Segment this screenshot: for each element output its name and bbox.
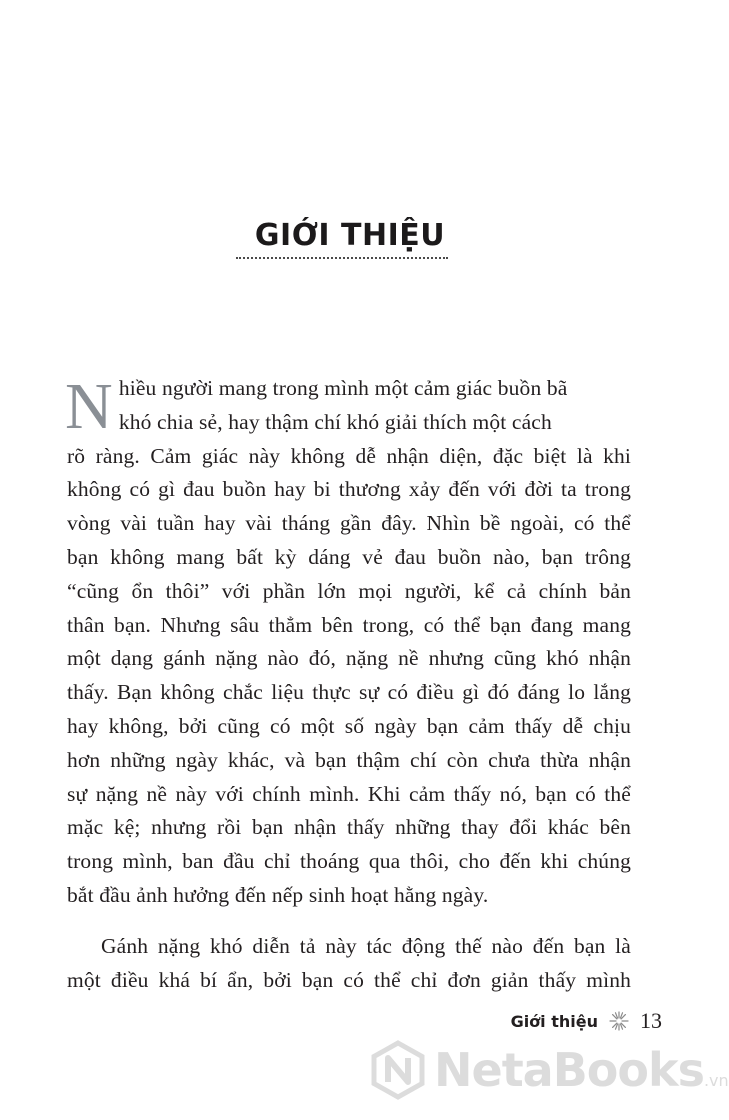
text-line: vòng vài tuần hay vài tháng gần đây. Nhìn bề ngoài, có thể <box>67 511 631 536</box>
watermark-brand <box>434 1043 729 1097</box>
title-dotted-rule <box>236 257 448 259</box>
text-line: bạn không mang bất kỳ dáng vẻ đau buồn nào, bạn trông <box>67 544 631 569</box>
text-line: một điều khá bí ẩn, bởi bạn có thể chỉ đơn giản thấy mình <box>67 967 631 992</box>
text-line: hơn những ngày khác, và bạn thậm chí còn chưa thừa nhận <box>67 747 631 772</box>
page-number: 13 <box>640 1008 662 1033</box>
watermark <box>368 1040 729 1100</box>
body-text <box>67 372 631 997</box>
text-line: thân bạn. Nhưng sâu thẳm bên trong, có thể bạn đang mang <box>67 612 631 637</box>
line-text: Gánh nặng khó diễn tả này tác động thế nào đến bạn là <box>101 933 631 958</box>
line-text: khó chia sẻ, hay thậm chí khó giải thích một cách <box>118 409 552 434</box>
text-line: trong mình, ban đầu chỉ thoáng qua thôi, cho đến khi chúng <box>67 849 631 874</box>
sunburst-icon <box>608 1010 630 1032</box>
text-line: một dạng gánh nặng nào đó, nặng nề nhưng cũng khó nhận <box>67 646 631 671</box>
watermark-brand-text: NetaBooks <box>434 1043 704 1097</box>
drop-cap: N <box>65 370 113 443</box>
page-footer <box>511 1008 662 1034</box>
text-line <box>67 930 631 964</box>
text-line: sự nặng nề này với chính mình. Khi cảm thấy nó, bạn có thể <box>67 781 631 806</box>
netabooks-logo-icon <box>368 1040 428 1100</box>
text-line: rõ ràng. Cảm giác này không dễ nhận diện, đặc biệt là khi <box>67 443 631 468</box>
text-line: “cũng ổn thôi” với phần lớn mọi người, kể cả chính bản <box>67 578 631 603</box>
text-line: hay không, bởi cũng có một số ngày bạn cảm thấy dễ chịu <box>67 713 631 738</box>
paragraph-1 <box>67 372 631 913</box>
text-line <box>119 372 631 406</box>
text-line <box>119 406 631 440</box>
chapter-title: GIỚI THIỆU <box>254 218 446 253</box>
text-line: thấy. Bạn không chắc liệu thực sự có điều gì đó đáng lo lắng <box>67 680 631 705</box>
text-line: mặc kệ; nhưng rồi bạn nhận thấy những thay đổi khác bên <box>67 815 631 840</box>
text-line: bắt đầu ảnh hưởng đến nếp sinh hoạt hằng ngày. <box>67 882 489 907</box>
text-line: không có gì đau buồn hay bi thương xảy đến với đời ta trong <box>67 477 631 502</box>
line-text: hiều người mang trong mình một cảm giác buồn bã <box>118 376 568 400</box>
watermark-suffix: .vn <box>703 1071 729 1090</box>
paragraph-2 <box>67 930 631 998</box>
running-footer-label: Giới thiệu <box>510 1011 598 1031</box>
